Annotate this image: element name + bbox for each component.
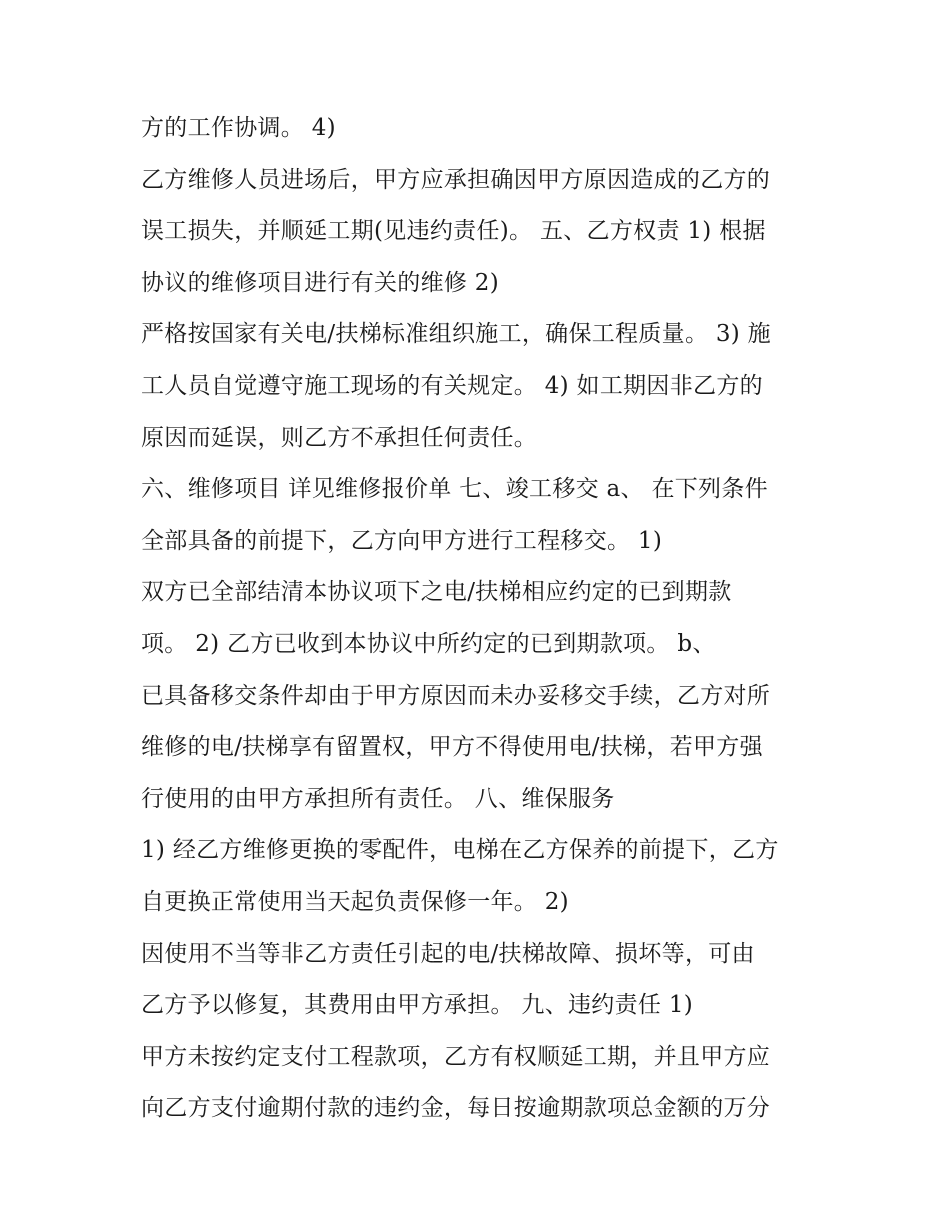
text-line: 原因而延误，则乙方不承担任何责任。: [141, 424, 538, 451]
body-text: [141, 103, 841, 1135]
text-line: 乙方予以修复，其费用由甲方承担。 九、违约责任 1): [141, 992, 694, 1019]
text-line: 向乙方支付逾期付款的违约金，每日按逾期款项总金额的万分: [141, 1095, 771, 1122]
text-line: 乙方维修人员进场后，甲方应承担确因甲方原因造成的乙方的: [141, 166, 771, 193]
text-line: 已具备移交条件却由于甲方原因而未办妥移交手续，乙方对所: [141, 682, 771, 709]
text-line: 行使用的由甲方承担所有责任。 八、维保服务: [141, 785, 615, 812]
text-line: 维修的电/扶梯享有留置权，甲方不得使用电/扶梯，若甲方强: [141, 734, 763, 761]
text-line: 甲方未按约定支付工程款项，乙方有权顺延工期，并且甲方应: [141, 1043, 771, 1070]
text-line: 工人员自觉遵守施工现场的有关规定。 4) 如工期因非乙方的: [141, 372, 763, 399]
text-line: 自更换正常使用当天起负责保修一年。 2): [141, 888, 569, 915]
text-line: 双方已全部结清本协议项下之电/扶梯相应约定的已到期款: [141, 579, 732, 606]
text-line: 1) 经乙方维修更换的零配件，电梯在乙方保养的前提下，乙方: [141, 837, 779, 864]
text-line: 项。 2) 乙方已收到本协议中所约定的已到期款项。 b、: [141, 630, 716, 657]
text-line: 严格按国家有关电/扶梯标准组织施工，确保工程质量。 3) 施: [141, 321, 771, 348]
text-line: 全部具备的前提下，乙方向甲方进行工程移交。 1): [141, 527, 663, 554]
text-line: 协议的维修项目进行有关的维修 2): [141, 269, 500, 296]
text-line: 方的工作协调。 4): [141, 115, 336, 141]
text-line: 误工损失，并顺延工期(见违约责任)。 五、乙方权责 1) 根据: [141, 218, 766, 245]
text-line: 因使用不当等非乙方责任引起的电/扶梯故障、损坏等，可由: [141, 940, 755, 967]
text-line: 六、维修项目 详见维修报价单 七、竣工移交 a、 在下列条件: [141, 476, 768, 503]
